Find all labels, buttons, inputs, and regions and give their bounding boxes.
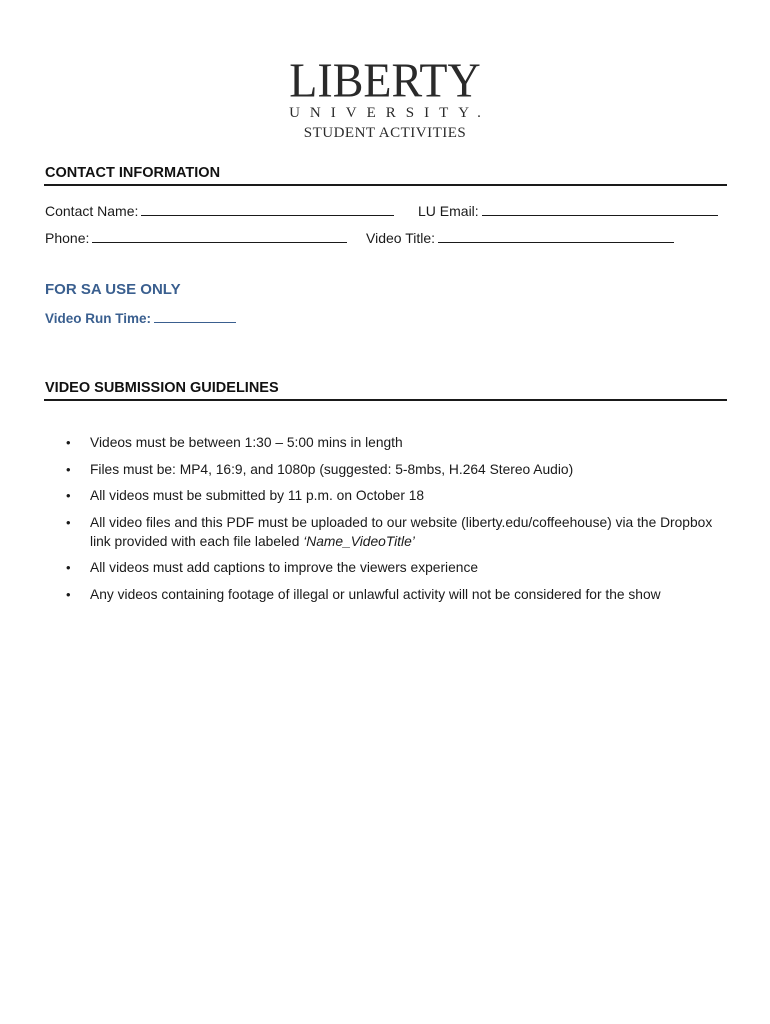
sa-use-only-heading: FOR SA USE ONLY bbox=[45, 281, 181, 298]
file-label-example: ‘Name_VideoTitle’ bbox=[303, 533, 415, 549]
list-item: • All videos must add captions to improve the viewers experience bbox=[66, 560, 479, 575]
bullet-icon: • bbox=[66, 488, 71, 503]
list-item: • Files must be: MP4, 16:9, and 1080p (suggested: 5-8mbs, H.264 Stereo Audio) bbox=[66, 461, 574, 477]
list-item: • All videos must be submitted by 11 p.m. on October 18 bbox=[66, 488, 425, 503]
guidelines-divider bbox=[44, 399, 727, 401]
bullet-icon: • bbox=[66, 586, 71, 602]
video-title-label: Video Title: bbox=[366, 230, 436, 246]
contact-divider bbox=[44, 184, 727, 186]
logo-wordmark: LIBERTY bbox=[289, 53, 481, 108]
video-title-blank[interactable] bbox=[438, 230, 674, 243]
phone-blank[interactable] bbox=[92, 230, 347, 243]
bullet-icon: • bbox=[66, 435, 71, 450]
phone-label: Phone: bbox=[45, 230, 90, 246]
list-item: • Any videos containing footage of illegal or unlawful activity will not be considered for the show bbox=[66, 586, 661, 602]
lu-email-label: LU Email: bbox=[418, 203, 479, 219]
bullet-icon: • bbox=[66, 560, 71, 575]
contact-heading: CONTACT INFORMATION bbox=[45, 165, 221, 181]
list-item: • All video files and this PDF must be uploaded to our website (liberty.edu/coffeehouse) via the Dropbox link provided with each file labeled ‘Name_VideoTitle’ bbox=[66, 514, 713, 549]
guidelines-list bbox=[65, 433, 730, 611]
logo-university: UNIVERSITY. bbox=[289, 105, 491, 121]
phone-field[interactable] bbox=[45, 230, 347, 246]
video-title-field[interactable] bbox=[366, 230, 674, 246]
lu-email-blank[interactable] bbox=[482, 203, 718, 216]
contact-name-blank[interactable] bbox=[141, 203, 394, 216]
logo-department: STUDENT ACTIVITIES bbox=[303, 125, 467, 141]
contact-name-label: Contact Name: bbox=[45, 203, 139, 219]
list-item: • Videos must be between 1:30 – 5:00 mins in length bbox=[66, 435, 403, 450]
liberty-logo bbox=[0, 53, 770, 142]
video-run-time-field[interactable] bbox=[45, 310, 236, 326]
video-run-time-label: Video Run Time: bbox=[45, 311, 152, 326]
lu-email-field[interactable] bbox=[418, 203, 718, 219]
bullet-icon: • bbox=[66, 514, 71, 530]
contact-name-field[interactable] bbox=[45, 203, 394, 219]
video-run-time-blank[interactable] bbox=[154, 310, 236, 323]
bullet-icon: • bbox=[66, 461, 71, 477]
guidelines-heading: VIDEO SUBMISSION GUIDELINES bbox=[45, 380, 279, 396]
